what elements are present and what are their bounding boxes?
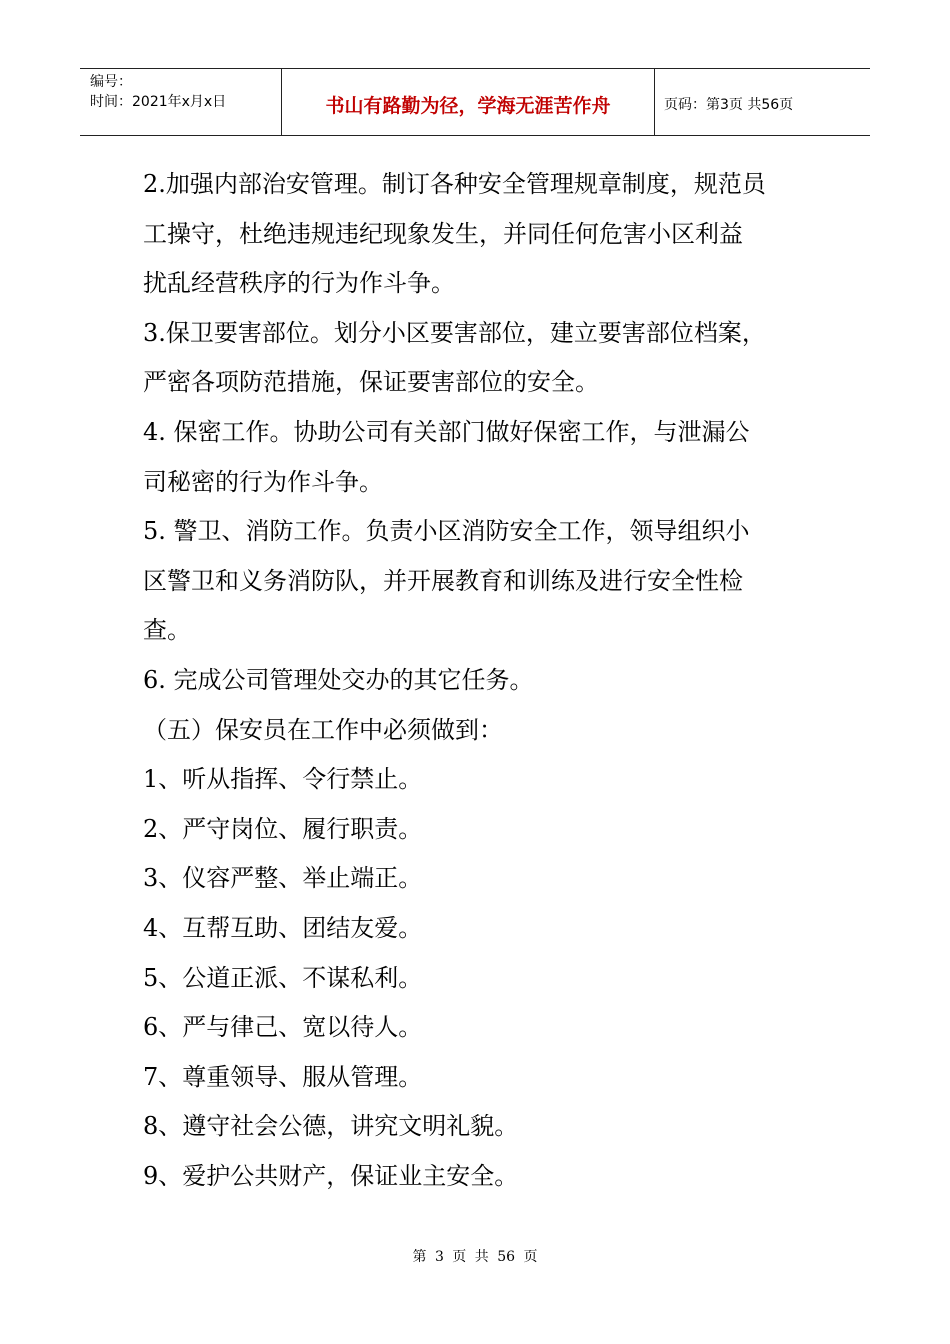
section-heading: （五）保安员在工作中必须做到：: [143, 715, 503, 744]
text-line: 3.保卫要害部位。划分小区要害部位，建立要害部位档案，: [143, 318, 766, 347]
text-line: 司秘密的行为作斗争。: [143, 467, 383, 496]
header-meta-cell: [80, 69, 282, 135]
document-date: 时间：2021年x月x日: [90, 94, 227, 110]
list-item: 8、遵守社会公德，讲究文明礼貌。: [143, 1112, 519, 1141]
list-item: 4、互帮互助、团结友爱。: [143, 913, 423, 942]
document-header: [80, 68, 870, 136]
text-line: 5. 警卫、消防工作。负责小区消防安全工作，领导组织小: [143, 517, 750, 546]
text-line: 2.加强内部治安管理。制订各种安全管理规章制度，规范员: [143, 170, 766, 198]
list-item: 7、尊重领导、服从管理。: [143, 1062, 423, 1091]
header-motto-cell: [282, 69, 655, 135]
text-line: 查。: [143, 616, 191, 645]
list-item: 5、公道正派、不谋私利。: [143, 963, 423, 992]
document-number-label: 编号：: [90, 74, 132, 90]
text-line: 6. 完成公司管理处交办的其它任务。: [143, 665, 534, 694]
document-body: [143, 160, 813, 1201]
text-line: 工操守，杜绝违规违纪现象发生，并同任何危害小区利益: [143, 219, 743, 248]
list-item: 6、严与律己、宽以待人。: [143, 1013, 423, 1042]
text-line: 严密各项防范措施，保证要害部位的安全。: [143, 368, 599, 397]
text-line: 区警卫和义务消防队，并开展教育和训练及进行安全性检: [143, 566, 743, 595]
text-line: 扰乱经营秩序的行为作斗争。: [143, 269, 455, 298]
list-item: 3、仪容严整、举止端正。: [143, 864, 423, 893]
header-page-number: 页码：第3页 共56页: [664, 97, 794, 113]
header-motto: 书山有路勤为径，学海无涯苦作舟: [325, 95, 611, 117]
list-item: 9、爱护公共财产，保证业主安全。: [143, 1161, 519, 1190]
page-footer: 第 3 页 共 56 页: [412, 1249, 538, 1265]
list-item: 2、严守岗位、履行职责。: [143, 814, 423, 843]
text-line: 4. 保密工作。协助公司有关部门做好保密工作，与泄漏公: [143, 417, 750, 446]
header-page-cell: [655, 69, 870, 135]
list-item: 1、听从指挥、令行禁止。: [143, 765, 423, 794]
